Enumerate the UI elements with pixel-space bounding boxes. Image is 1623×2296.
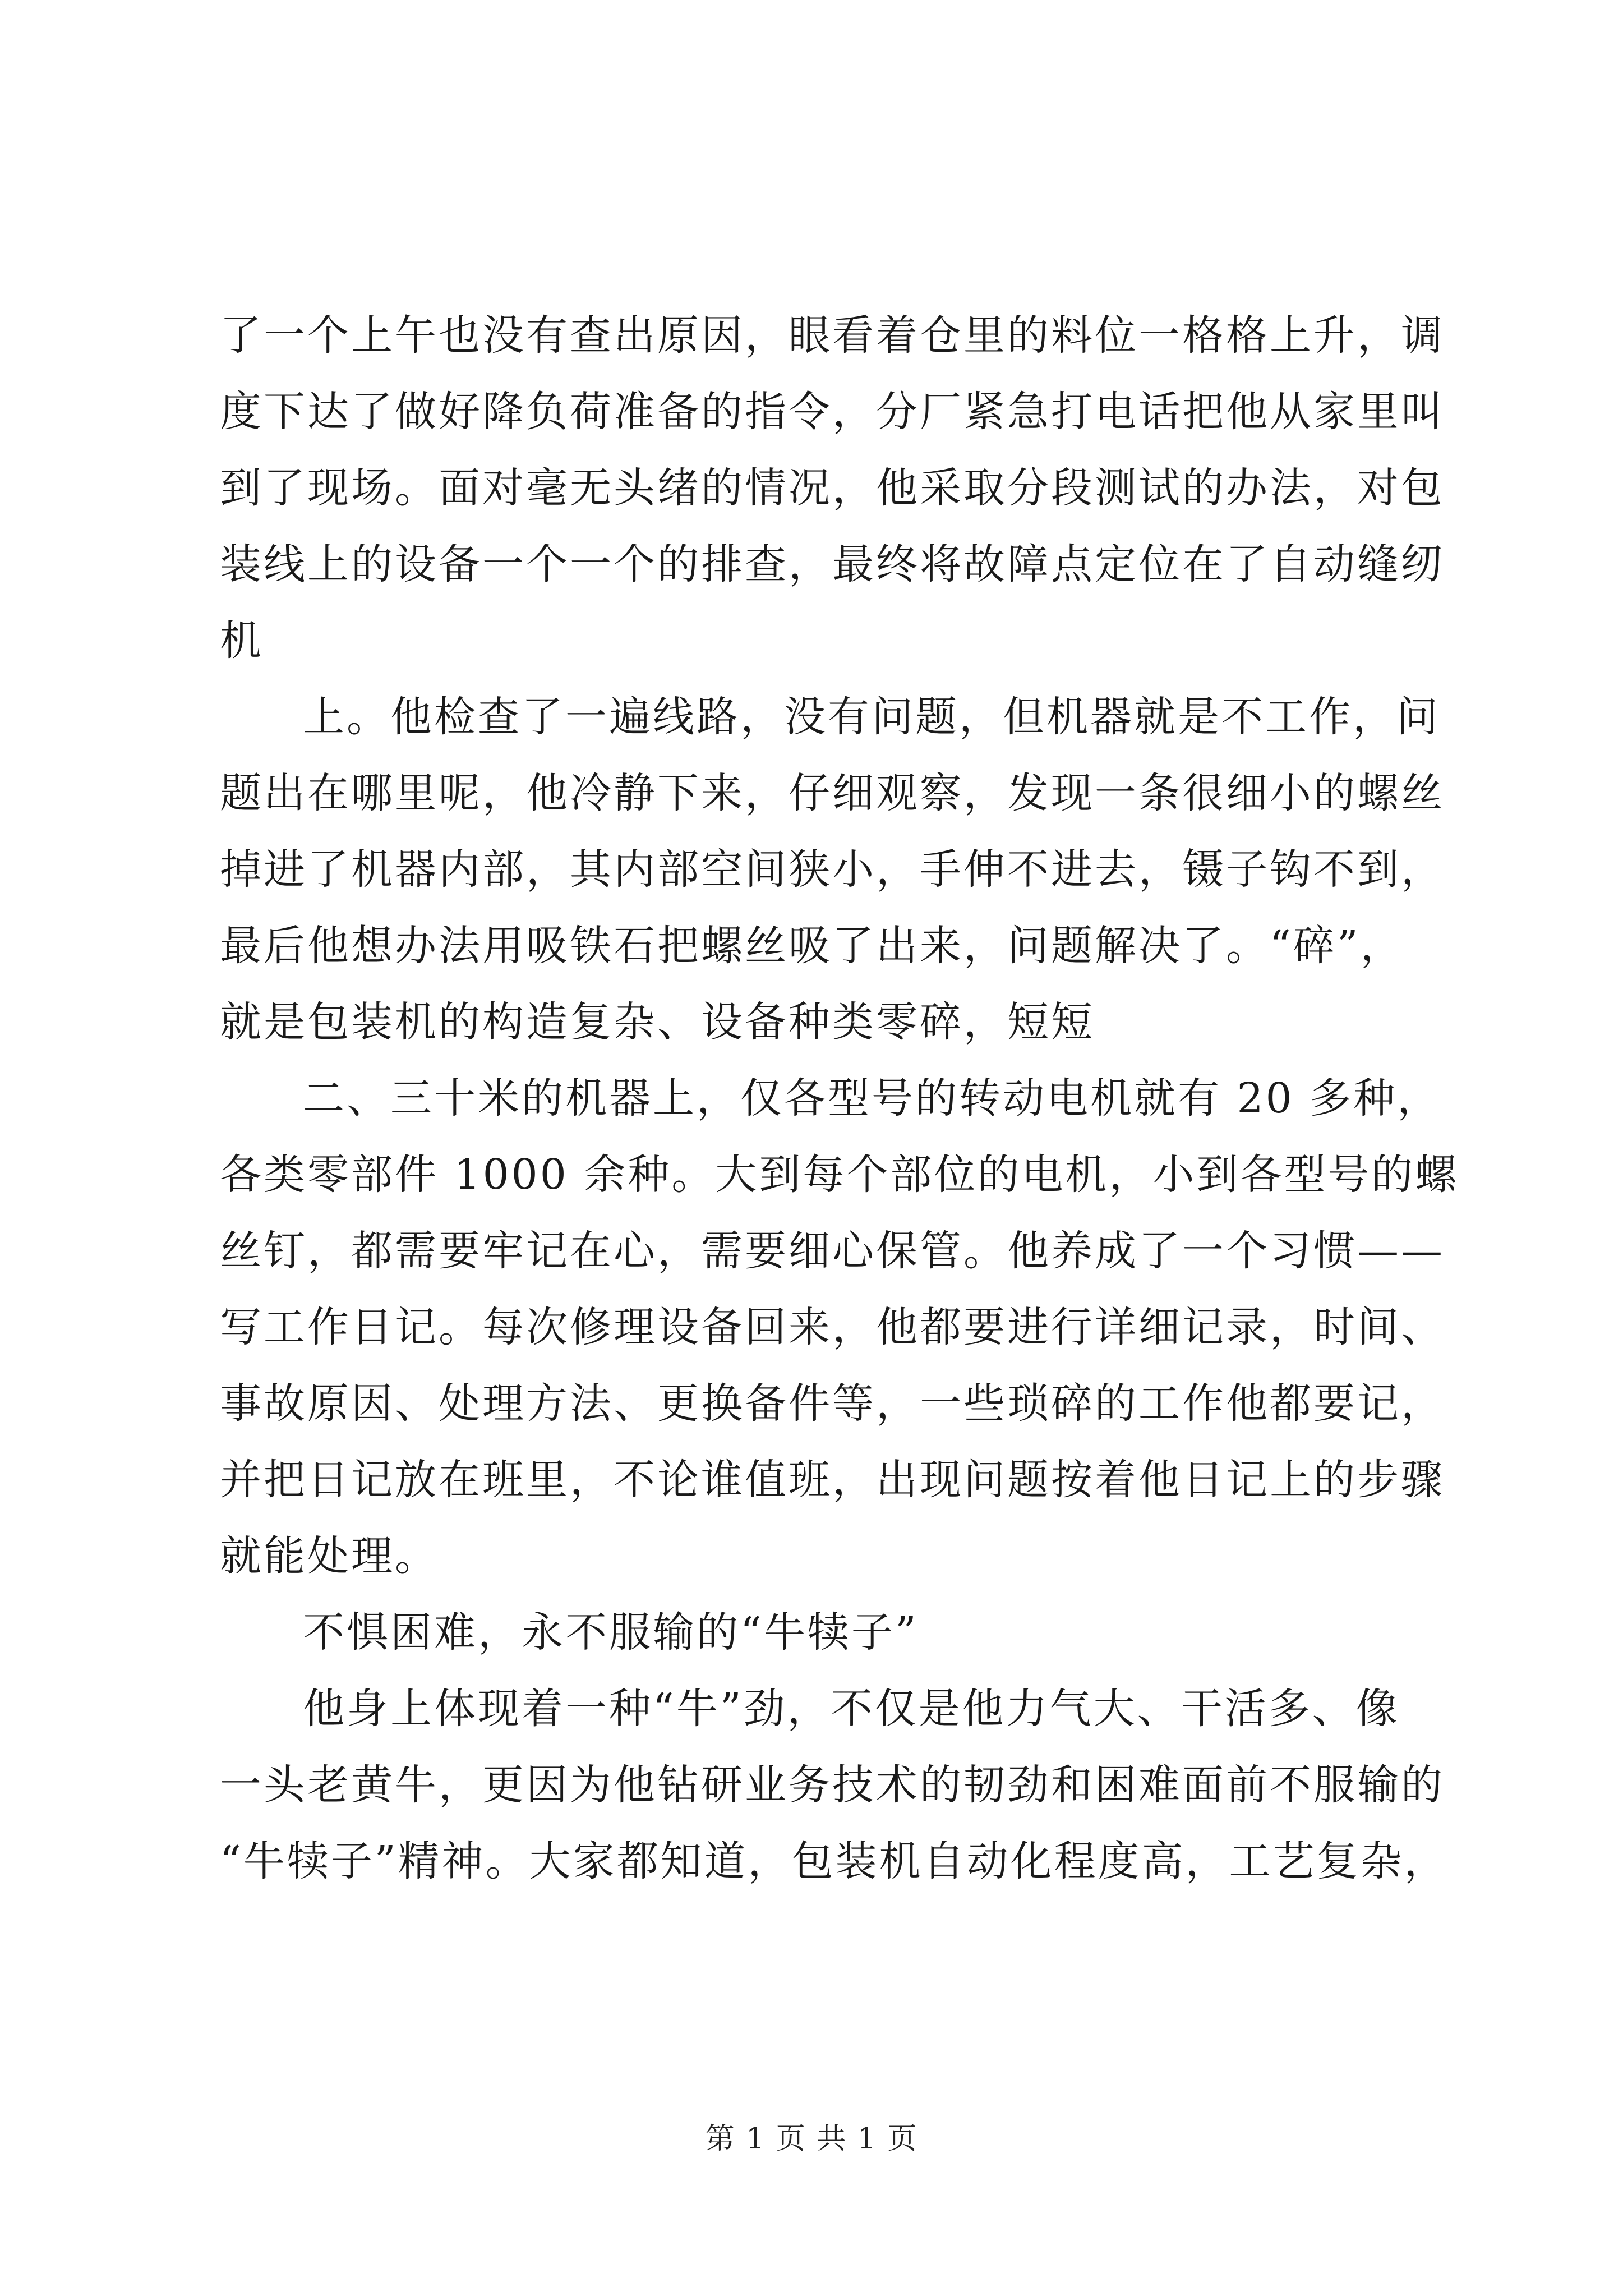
text-line: 各类零部件 1000 余种。大到每个部位的电机，小到各型号的螺 xyxy=(220,1151,1459,1199)
text-line: 事故原因、处理方法、更换备件等，一些琐碎的工作他都要记， xyxy=(220,1379,1445,1428)
text-line: 就是包装机的构造复杂、设备种类零碎，短短 xyxy=(220,998,1095,1046)
section-heading: 不惧困难，永不服输的“牛犊子” xyxy=(303,1608,919,1657)
document-body xyxy=(220,297,1459,1899)
text-line: 掉进了机器内部，其内部空间狭小，手伸不进去，镊子钩不到， xyxy=(220,845,1445,894)
text-line: 题出在哪里呢，他冷静下来，仔细观察，发现一条很细小的螺丝 xyxy=(220,769,1445,817)
text-line: 了一个上午也没有查出原因，眼看着仓里的料位一格格上升，调 xyxy=(220,311,1445,360)
text-line: 装线上的设备一个一个的排查，最终将故障点定位在了自动缝纫 xyxy=(220,540,1445,588)
text-line: 二、三十米的机器上，仅各型号的转动电机就有 20 多种， xyxy=(303,1074,1441,1122)
page-footer: 第 1 页 共 1 页 xyxy=(705,2122,918,2156)
text-line: “牛犊子”精神。大家都知道，包装机自动化程度高，工艺复杂， xyxy=(220,1837,1448,1885)
text-line: 上。他检查了一遍线路，没有问题，但机器就是不工作，问 xyxy=(303,693,1440,741)
text-line: 并把日记放在班里，不论谁值班，出现问题按着他日记上的步骤 xyxy=(220,1456,1445,1504)
text-line: 最后他想办法用吸铁石把螺丝吸了出来，问题解决了。“碎”， xyxy=(220,922,1404,970)
text-line: 机 xyxy=(220,616,264,665)
text-line: 写工作日记。每次修理设备回来，他都要进行详细记录，时间、 xyxy=(220,1303,1445,1351)
text-line: 就能处理。 xyxy=(220,1532,439,1580)
text-line: 度下达了做好降负荷准备的指令，分厂紧急打电话把他从家里叫 xyxy=(220,388,1445,436)
text-line: 丝钉，都需要牢记在心，需要细心保管。他养成了一个习惯—— xyxy=(220,1227,1445,1275)
text-line: 他身上体现着一种“牛”劲，不仅是他力气大、干活多、像 xyxy=(303,1685,1400,1733)
text-line: 到了现场。面对毫无头绪的情况，他采取分段测试的办法，对包 xyxy=(220,464,1445,512)
text-line: 一头老黄牛，更因为他钻研业务技术的韧劲和困难面前不服输的 xyxy=(220,1761,1445,1809)
